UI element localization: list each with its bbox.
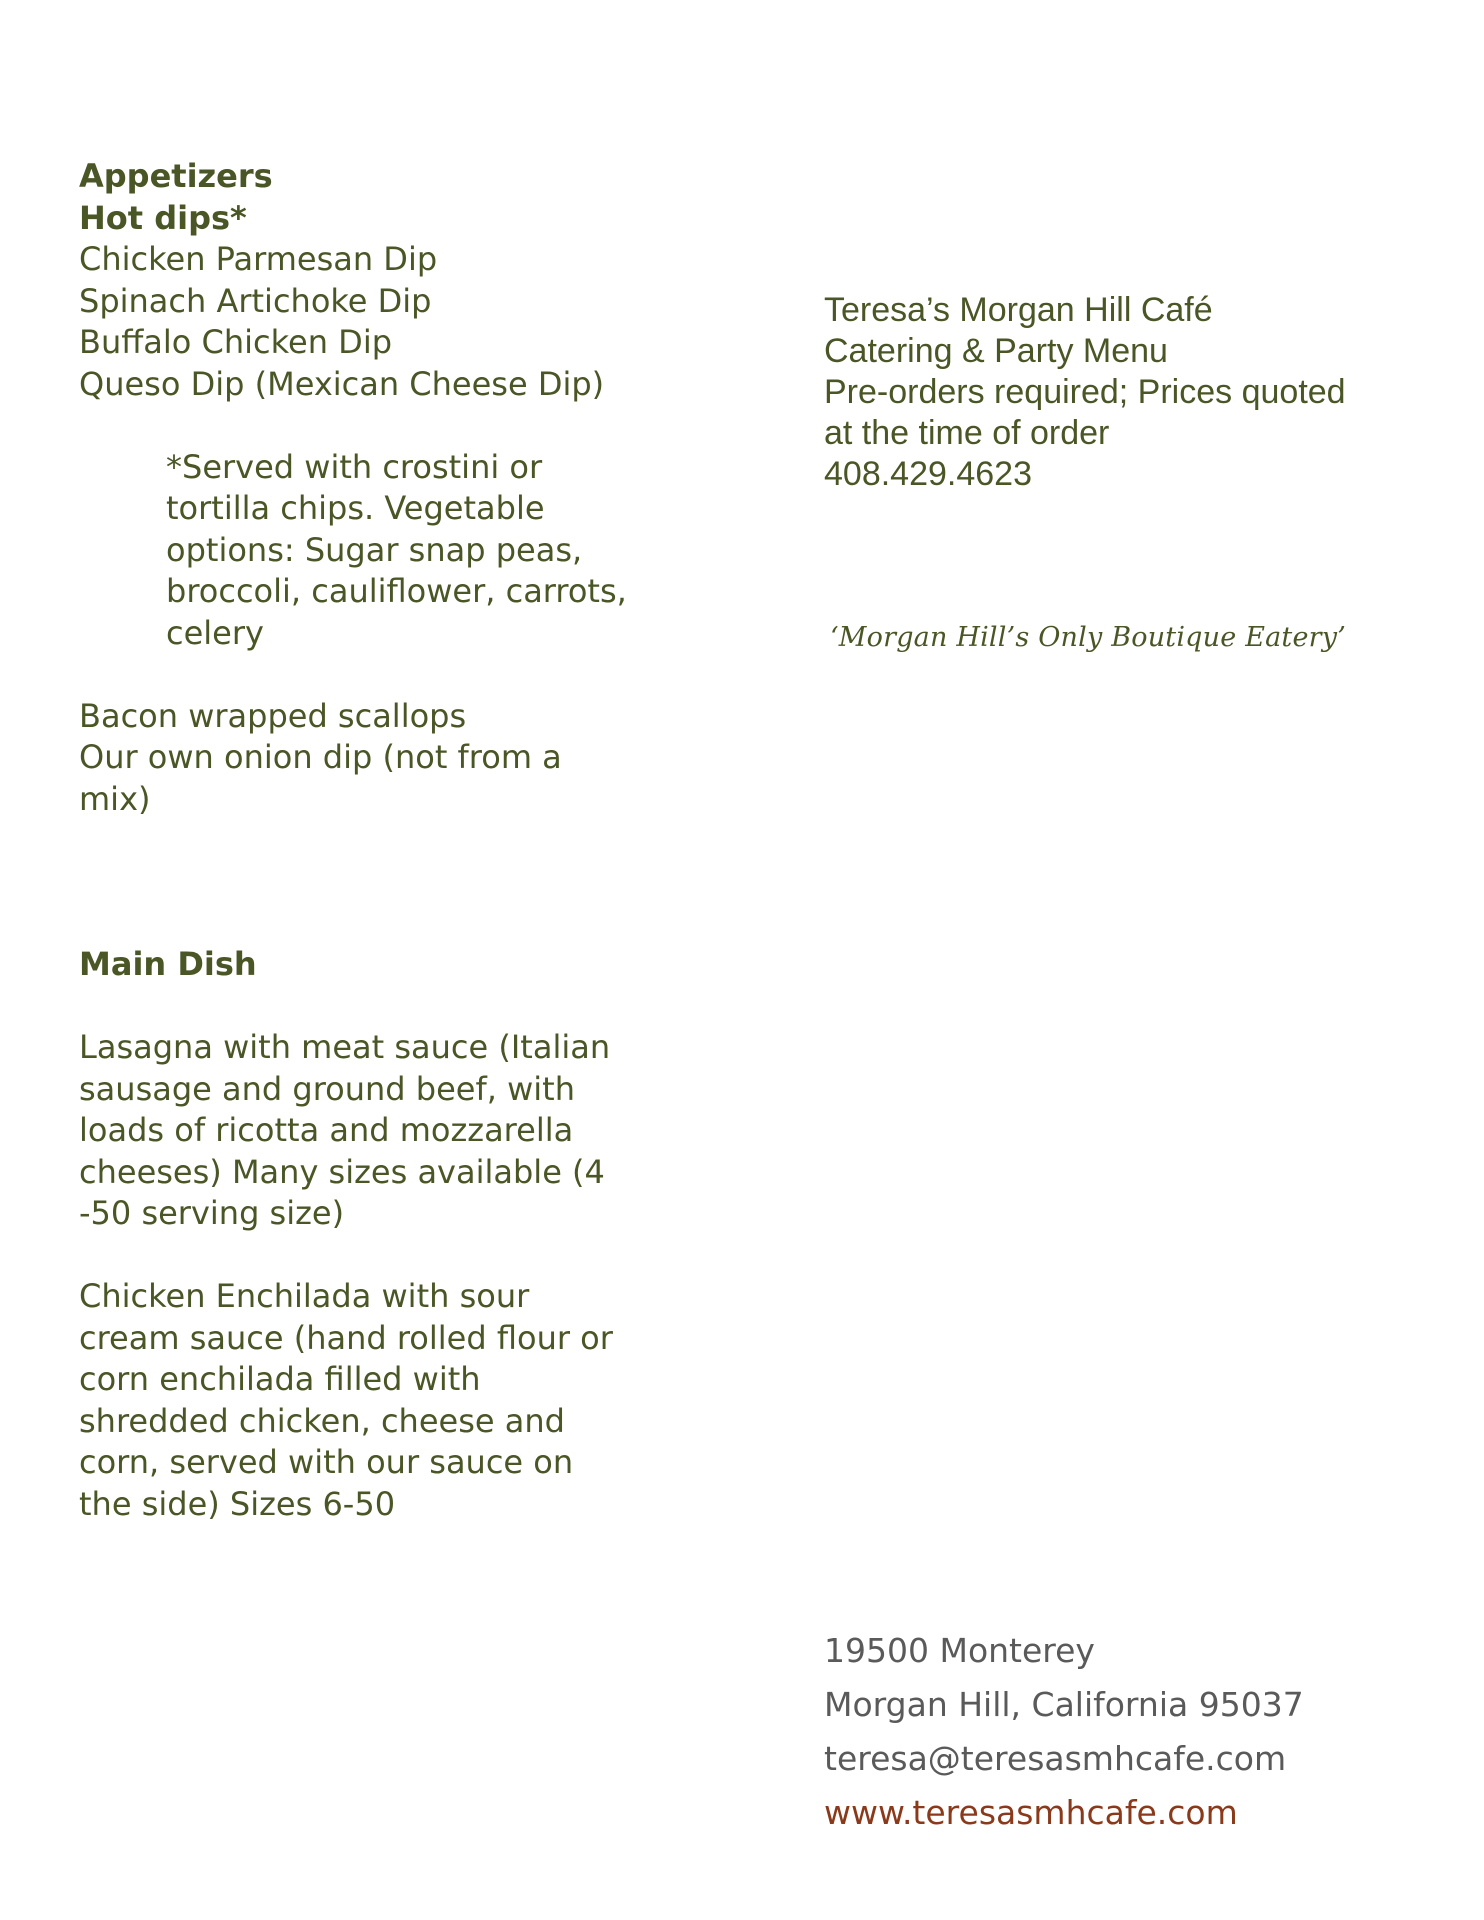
cafe-header [824, 290, 1424, 495]
note-line: tortilla chips. Vegetable [166, 489, 545, 527]
website-link[interactable]: www.teresasmhcafe.com [824, 1793, 1238, 1832]
dip-item: Buffalo Chicken Dip [79, 323, 393, 361]
enchilada-line: shredded chicken, cheese and [79, 1401, 565, 1440]
dip-item: Spinach Artichoke Dip [79, 281, 432, 320]
lasagna-line: cheeses) Many sizes available (4 [79, 1152, 605, 1191]
note-line: options: Sugar snap peas, [166, 530, 583, 569]
preorder-note: Pre-orders required; Prices quoted [824, 373, 1346, 411]
lasagna-line: sausage and ground beef, with [79, 1069, 575, 1108]
note-line: celery [166, 613, 264, 652]
menu-title: Catering & Party Menu [824, 332, 1168, 370]
lasagna-description [79, 1027, 659, 1235]
enchilada-line: corn enchilada filled with [79, 1360, 481, 1398]
enchilada-description [79, 1276, 659, 1525]
preorder-note-cont: at the time of order [824, 414, 1110, 452]
lasagna-line: Lasagna with meat sauce (Italian [79, 1028, 611, 1066]
note-line: broccoli, cauliflower, carrots, [166, 572, 627, 610]
appetizer-item: mix) [79, 779, 151, 818]
enchilada-line: corn, served with our sauce on [79, 1443, 574, 1481]
contact-block [824, 1624, 1304, 1840]
note-line: *Served with crostini or [166, 447, 543, 486]
phone-number: 408.429.4623 [824, 455, 1032, 493]
cafe-name: Teresa’s Morgan Hill Café [824, 291, 1213, 329]
lasagna-line: loads of ricotta and mozzarella [79, 1111, 574, 1149]
appetizer-item: Our own onion dip (not from a [79, 738, 562, 776]
enchilada-line: Chicken Enchilada with sour [79, 1277, 530, 1315]
hot-dips-subheading: Hot dips* [79, 198, 247, 237]
enchilada-line: cream sauce (hand rolled flour or [79, 1318, 613, 1357]
email-address: teresa@teresasmhcafe.com [824, 1739, 1287, 1778]
dip-item: Queso Dip (Mexican Cheese Dip) [79, 364, 605, 403]
menu-column [79, 156, 679, 1525]
appetizers-heading: Appetizers [79, 157, 273, 195]
tagline: ‘Morgan Hill’s Only Boutique Eatery’ [830, 622, 1346, 653]
street-address: 19500 Monterey [824, 1631, 1095, 1670]
city-state-zip: Morgan Hill, California 95037 [824, 1685, 1304, 1724]
dip-item: Chicken Parmesan Dip [79, 240, 438, 278]
enchilada-line: the side) Sizes 6-50 [79, 1484, 396, 1523]
appetizer-item: Bacon wrapped scallops [79, 696, 467, 735]
lasagna-line: -50 serving size) [79, 1194, 345, 1232]
main-dish-heading: Main Dish [79, 945, 257, 983]
dips-serving-note [166, 447, 686, 655]
